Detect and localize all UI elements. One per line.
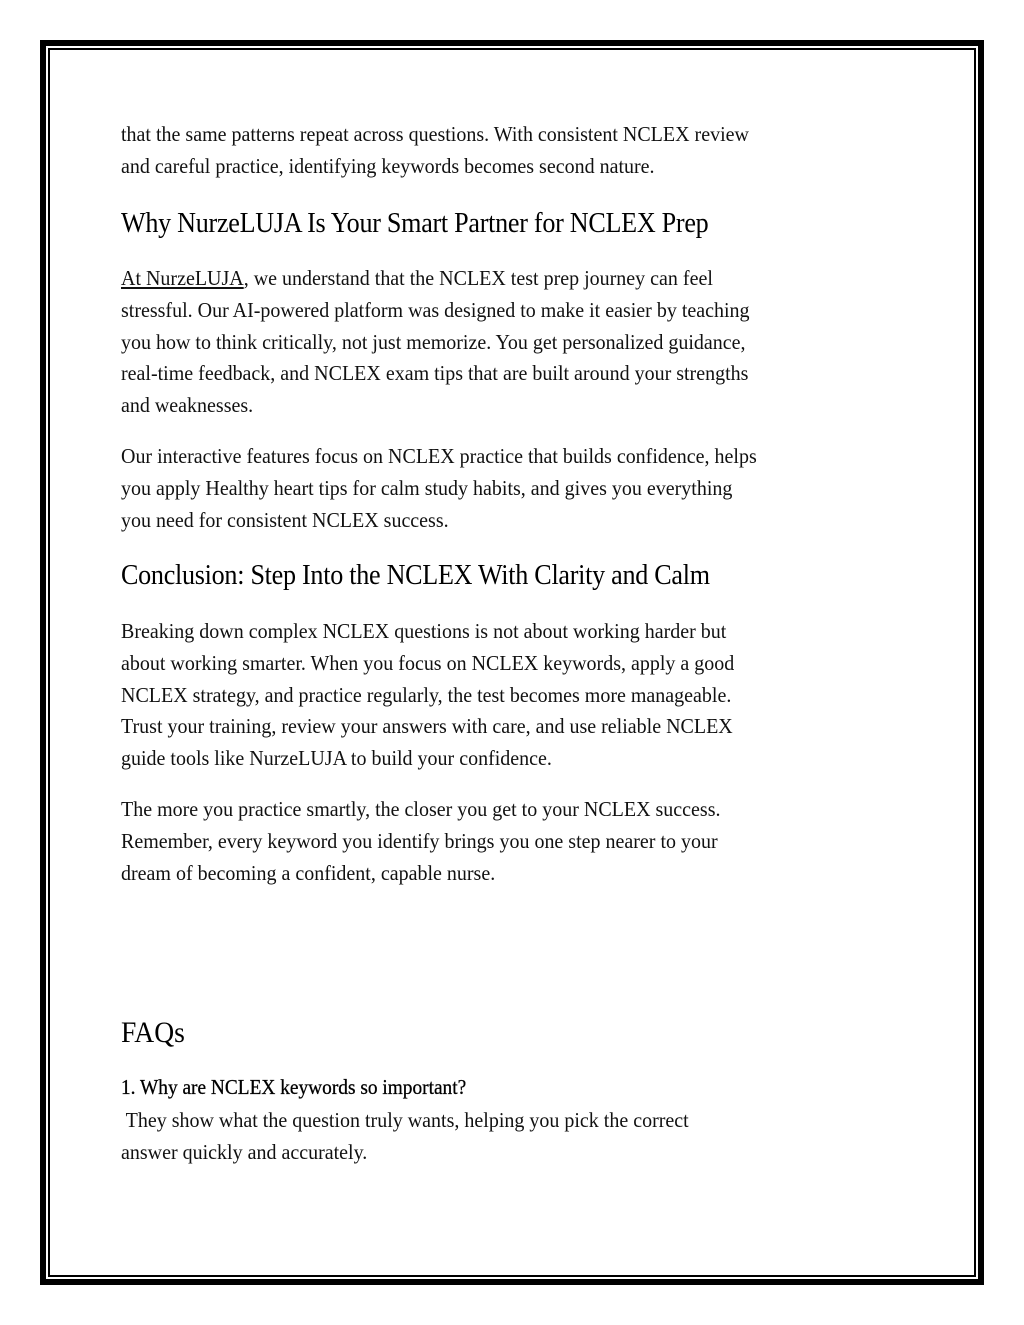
text-line: and weaknesses. (121, 393, 254, 417)
text-line: you apply Healthy heart tips for calm study habits, and gives you everything (121, 476, 733, 500)
text-line: about working smarter. When you focus on NCLEX keywords, apply a good (121, 651, 735, 675)
text-line: you need for consistent NCLEX success. (121, 508, 449, 532)
faq-answer-line: They show what the question truly wants, helping you pick the correct (121, 1108, 689, 1132)
section-heading: Why NurzeLUJA Is Your Smart Partner for NCLEX Prep (121, 207, 709, 239)
text-line: The more you practice smartly, the closer you get to your NCLEX success. (121, 797, 721, 821)
text-line: Our interactive features focus on NCLEX practice that builds confidence, helps (121, 444, 757, 468)
nurzeluja-link[interactable]: At NurzeLUJA (121, 266, 244, 290)
text-line: real-time feedback, and NCLEX exam tips that are built around your strengths (121, 361, 749, 385)
text-line: that the same patterns repeat across questions. With consistent NCLEX review (121, 122, 749, 146)
faqs-heading: FAQs (121, 1016, 185, 1049)
text-line: Breaking down complex NCLEX questions is not about working harder but (121, 619, 727, 643)
text-line: Remember, every keyword you identify brings you one step nearer to your (121, 829, 718, 853)
text-line: NCLEX strategy, and practice regularly, the test becomes more manageable. (121, 683, 732, 707)
text-line: and careful practice, identifying keywords becomes second nature. (121, 154, 655, 178)
section-heading: Conclusion: Step Into the NCLEX With Clarity and Calm (121, 559, 710, 591)
faq-question: 1. Why are NCLEX keywords so important? (121, 1075, 467, 1099)
text-line: you how to think critically, not just memorize. You get personalized guidance, (121, 330, 746, 354)
text-line (121, 268, 713, 290)
text-line: guide tools like NurzeLUJA to build your confidence. (121, 746, 552, 770)
text-span: , we understand that the NCLEX test prep journey can feel (243, 266, 713, 290)
text-line: dream of becoming a confident, capable nurse. (121, 861, 496, 885)
faq-answer-line: answer quickly and accurately. (121, 1140, 368, 1164)
text-line: Trust your training, review your answers with care, and use reliable NCLEX (121, 714, 733, 738)
text-line: stressful. Our AI-powered platform was designed to make it easier by teaching (121, 298, 750, 322)
